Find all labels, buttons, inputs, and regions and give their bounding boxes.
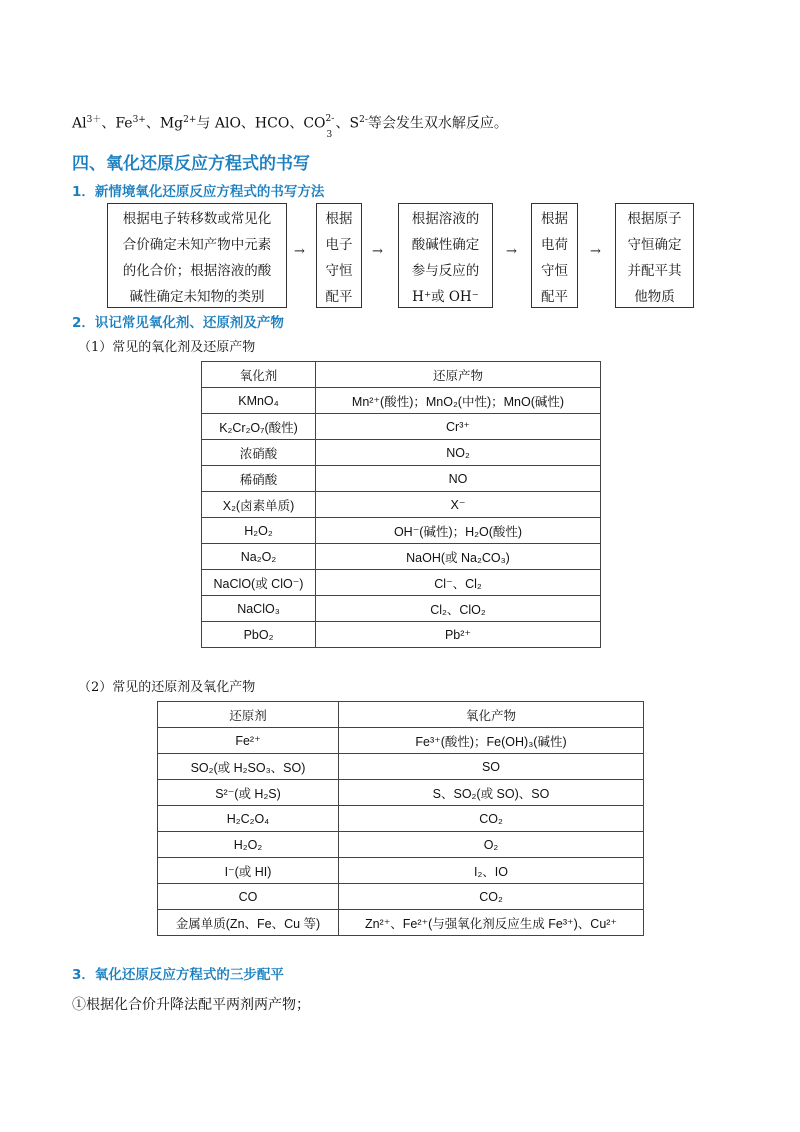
table-cell: OH⁻(碱性)；H₂O(酸性) [316, 518, 601, 544]
table-header-cell: 氧化产物 [339, 702, 644, 728]
oxidant-table [201, 361, 601, 648]
table-cell: 金属单质(Zn、Fe、Cu 等) [158, 910, 339, 936]
table-cell: Cr³⁺ [316, 414, 601, 440]
table-cell: NaOH(或 Na₂CO₃) [316, 544, 601, 570]
table-row [202, 492, 601, 518]
table-cell: Zn²⁺、Fe²⁺(与强氧化剂反应生成 Fe³⁺)、Cu²⁺ [339, 910, 644, 936]
table-row [202, 388, 601, 414]
table1-caption: （1）常见的氧化剂及还原产物 [78, 340, 256, 355]
subsection-2-title: 2．识记常见氧化剂、还原剂及产物 [72, 315, 284, 331]
table-header-cell: 氧化剂 [202, 362, 316, 388]
table-header-cell: 还原产物 [316, 362, 601, 388]
table-cell: 浓硝酸 [202, 440, 316, 466]
table-cell: I⁻(或 HI) [158, 858, 339, 884]
table-row [202, 570, 601, 596]
table-cell: CO [158, 884, 339, 910]
table-cell: NaClO₃ [202, 596, 316, 622]
table-row [202, 466, 601, 492]
table-header-row [202, 362, 601, 388]
table-cell: Mn²⁺(酸性)；MnO₂(中性)；MnO(碱性) [316, 388, 601, 414]
table-cell: S²⁻(或 H₂S) [158, 780, 339, 806]
table-cell: H₂O₂ [158, 832, 339, 858]
table-row [158, 832, 644, 858]
table-cell: NaClO(或 ClO⁻) [202, 570, 316, 596]
table-cell: CO₂ [339, 806, 644, 832]
table-row [202, 518, 601, 544]
table-row [158, 884, 644, 910]
flow-box-5: 根据原子 守恒确定 并配平其 他物质 [615, 203, 694, 308]
flow-arrow-2: → [372, 244, 383, 259]
table-row [158, 728, 644, 754]
table-header-row [158, 702, 644, 728]
flow-box-1: 根据电子转移数或常见化 合价确定未知产物中元素 的化合价；根据溶液的酸 碱性确定未知物的类别 [107, 203, 287, 308]
table-row [202, 622, 601, 648]
table-cell: I₂、IO [339, 858, 644, 884]
table-cell: NO₂ [316, 440, 601, 466]
flow-box-2: 根据 电子 守恒 配平 [316, 203, 362, 308]
table-row [202, 414, 601, 440]
table-cell: S、SO₂(或 SO)、SO [339, 780, 644, 806]
table-cell: Cl⁻、Cl₂ [316, 570, 601, 596]
table2-caption: （2）常见的还原剂及氧化产物 [78, 680, 256, 695]
reductant-table [157, 701, 644, 936]
table-cell: NO [316, 466, 601, 492]
table-row [158, 858, 644, 884]
table-row [158, 910, 644, 936]
flow-box-3: 根据溶液的 酸碱性确定 参与反应的 H⁺或 OH⁻ [398, 203, 493, 308]
subsection-3-title: 3．氧化还原反应方程式的三步配平 [72, 967, 284, 983]
table-cell: Fe³⁺(酸性)；Fe(OH)₃(碱性) [339, 728, 644, 754]
table-row [202, 596, 601, 622]
flow-arrow-3: → [506, 244, 517, 259]
flow-arrow-1: → [294, 244, 305, 259]
table-cell: H₂O₂ [202, 518, 316, 544]
table-cell: PbO₂ [202, 622, 316, 648]
subsection-1-title: 1．新情境氧化还原反应方程式的书写方法 [72, 184, 325, 200]
table-cell: 稀硝酸 [202, 466, 316, 492]
intro-line: $Al^{3+}$、$Fe^{3+}$、$Mg^{2+}$与 AlO、HCO、CO 2- 3 、$S^{2-}$等会发生双水解反应。 [72, 113, 508, 140]
table-row [202, 544, 601, 570]
table-row [158, 754, 644, 780]
table-row [158, 780, 644, 806]
table-cell: H₂C₂O₄ [158, 806, 339, 832]
table-cell: KMnO₄ [202, 388, 316, 414]
table-cell: O₂ [339, 832, 644, 858]
table-cell: X₂(卤素单质) [202, 492, 316, 518]
table-cell: Fe²⁺ [158, 728, 339, 754]
table-cell: K₂Cr₂O₇(酸性) [202, 414, 316, 440]
table-row [202, 440, 601, 466]
flow-box-4: 根据 电荷 守恒 配平 [531, 203, 578, 308]
section-title: 四、氧化还原反应方程式的书写 [72, 154, 310, 174]
table-cell: Na₂O₂ [202, 544, 316, 570]
table-cell: SO [339, 754, 644, 780]
table-cell: Cl₂、ClO₂ [316, 596, 601, 622]
table-cell: X⁻ [316, 492, 601, 518]
table-row [158, 806, 644, 832]
table-cell: SO₂(或 H₂SO₃、SO) [158, 754, 339, 780]
step1-text: ①根据化合价升降法配平两剂两产物； [72, 997, 310, 1013]
table-cell: CO₂ [339, 884, 644, 910]
flow-arrow-4: → [590, 244, 601, 259]
table-cell: Pb²⁺ [316, 622, 601, 648]
table-header-cell: 还原剂 [158, 702, 339, 728]
